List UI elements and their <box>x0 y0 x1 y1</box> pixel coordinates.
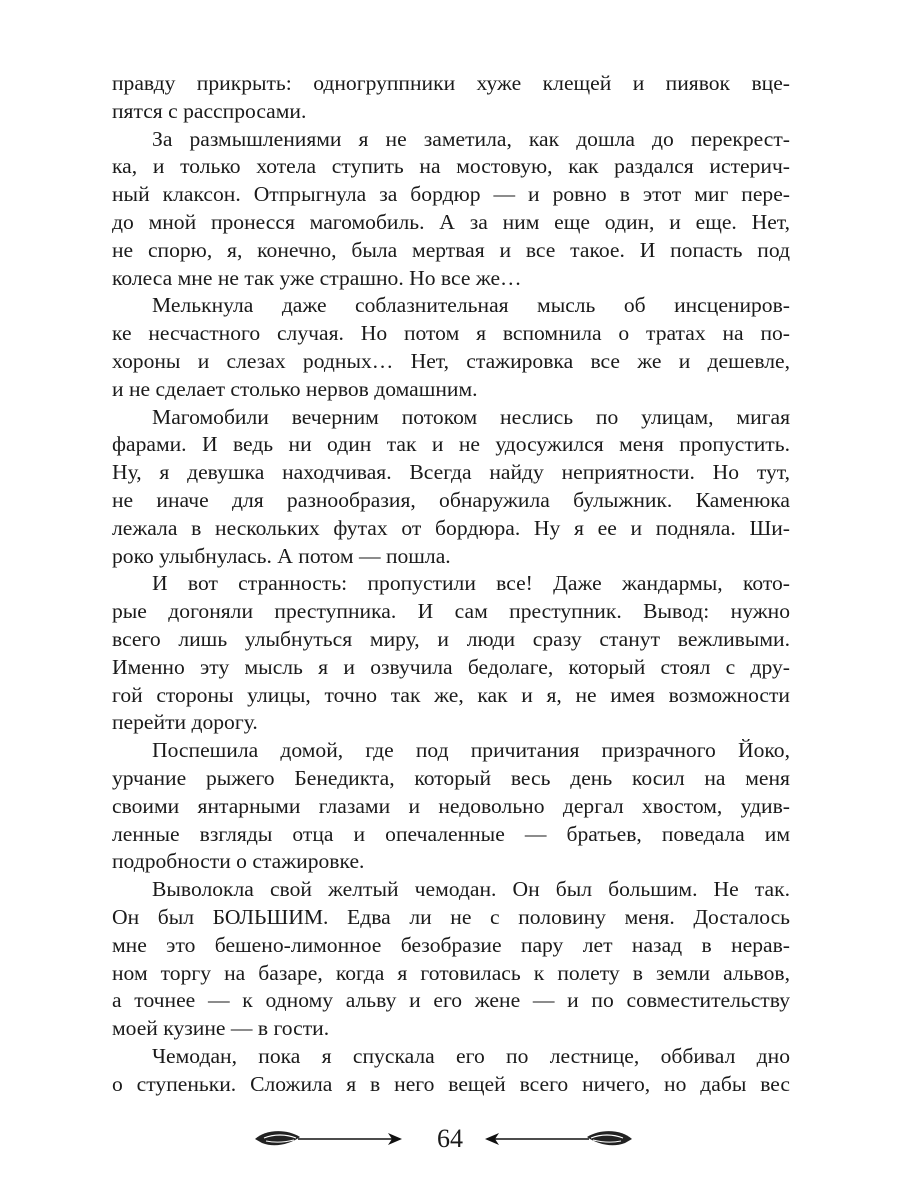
paragraph <box>112 1043 790 1099</box>
text-line: Поспешила домой, где под причитания призрачного Йоко, <box>152 738 790 763</box>
text-line: а точнее — к одному альву и его жене — и по совместительству <box>112 988 790 1013</box>
text-line: всего лишь улыбнуться миру, и люди сразу станут вежливыми. <box>112 626 790 651</box>
paragraph <box>112 737 790 876</box>
text-line: ленные взгляды отца и опечаленные — братьев, поведала им <box>112 821 790 846</box>
text-line: гой стороны улицы, точно так же, как и я, не имея возможности <box>112 682 790 707</box>
text-line: не иначе для разнообразия, обнаружила булыжник. Каменюка <box>112 487 790 512</box>
text-line: За размышлениями я не заметила, как дошла до перекрест- <box>152 126 790 151</box>
page-body-text <box>112 70 790 1098</box>
paragraph <box>112 126 790 293</box>
feather-arrow-right-icon <box>482 1122 637 1156</box>
text-line: Мелькнула даже соблазнительная мысль об инсцениров- <box>152 293 790 318</box>
text-line: колеса мне не так уже страшно. Но все же… <box>112 265 522 290</box>
text-line: правду прикрыть: одногруппники хуже клещей и пиявок вце- <box>112 71 790 95</box>
text-line: Именно эту мысль я и озвучила бедолаге, который стоял с дру- <box>112 654 790 679</box>
text-line: лежала в нескольких футах от бордюра. Ну я ее и подняла. Ши- <box>112 515 790 540</box>
text-line: подробности о стажировке. <box>112 849 365 874</box>
paragraph <box>112 404 790 571</box>
text-line: Ну, я девушка находчивая. Всегда найду неприятности. Но тут, <box>112 460 790 485</box>
text-line: рые догоняли преступника. И сам преступник. Вывод: нужно <box>112 599 790 624</box>
text-line: моей кузине — в гости. <box>112 1016 330 1041</box>
text-line: роко улыбнулась. А потом — пошла. <box>112 543 451 568</box>
paragraph <box>112 570 790 737</box>
text-line: ке несчастного случая. Но потом я вспомнила о тратах на по- <box>112 321 790 346</box>
text-line: урчание рыжего Бенедикта, который весь день косил на меня <box>112 765 790 790</box>
text-line: Чемодан, пока я спускала его по лестнице, оббивал дно <box>152 1043 790 1068</box>
text-line: ном торгу на базаре, когда я готовилась к полету в земли альвов, <box>112 960 790 985</box>
paragraph <box>112 876 790 1043</box>
text-line: до мной пронесся магомобиль. А за ним еще один, и еще. Нет, <box>112 209 790 234</box>
paragraph <box>112 292 790 403</box>
page-footer <box>0 1122 900 1162</box>
text-line: и не сделает столько нервов домашним. <box>112 376 478 401</box>
text-line: Выволокла свой желтый чемодан. Он был большим. Не так. <box>152 877 790 902</box>
text-line: своими янтарными глазами и недовольно дергал хвостом, удив- <box>112 793 790 818</box>
text-line: ка, и только хотела ступить на мостовую, как раздался истерич- <box>112 154 790 179</box>
text-line: перейти дорогу. <box>112 710 258 735</box>
text-line: о ступеньки. Сложила я в него вещей всего ничего, но дабы вес <box>112 1071 790 1096</box>
text-line: мне это бешено-лимонное безобразие пару лет назад в нерав- <box>112 932 790 957</box>
paragraph <box>112 70 790 126</box>
text-line: фарами. И ведь ни один так и не удосужился меня пропустить. <box>112 432 790 457</box>
text-line: не спорю, я, конечно, была мертвая и все такое. И попасть под <box>112 237 790 262</box>
page-number: 64 <box>437 1124 463 1153</box>
text-line: ный клаксон. Отпрыгнула за бордюр — и ровно в этот миг пере- <box>112 182 790 207</box>
text-line: Он был БОЛЬШИМ. Едва ли не с половину меня. Досталось <box>112 904 790 929</box>
text-line: И вот странность: пропустили все! Даже жандармы, кото- <box>152 571 790 596</box>
text-line: пятся с расспросами. <box>112 98 307 123</box>
text-line: Магомобили вечерним потоком неслись по улицам, мигая <box>152 404 790 429</box>
text-line: хороны и слезах родных… Нет, стажировка все же и дешевле, <box>112 348 790 373</box>
